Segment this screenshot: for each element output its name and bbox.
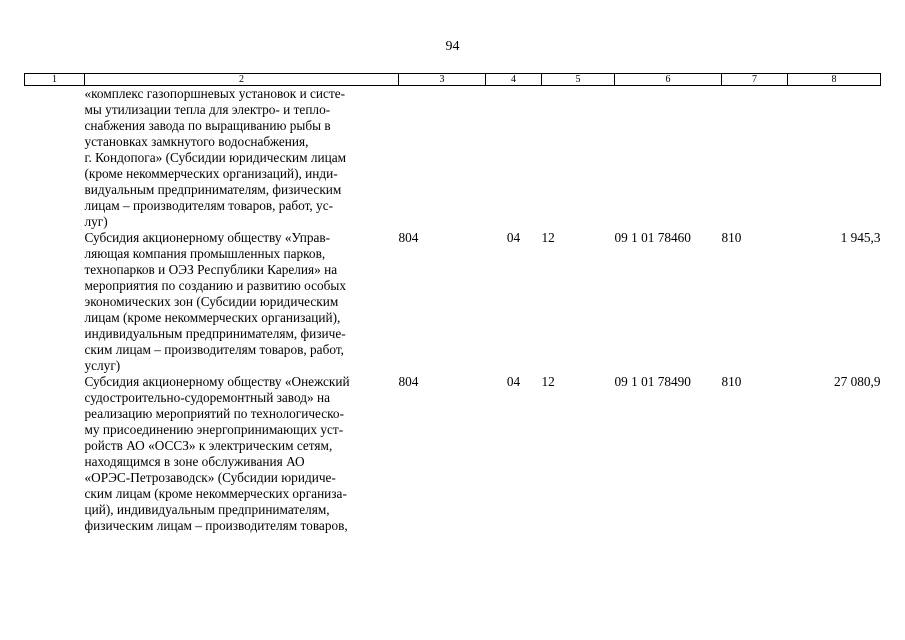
row-description — [85, 230, 399, 374]
description-line: лицам – производителям товаров, работ, ус- — [84, 198, 334, 213]
description-line: г. Кондопога» (Субсидии юридическим лицам — [84, 150, 347, 165]
subsection-code: 12 — [541, 374, 555, 389]
target-article-code — [615, 86, 722, 231]
column-header: 6 — [615, 74, 722, 86]
column-header: 4 — [486, 74, 542, 86]
row-description — [85, 374, 399, 534]
description-line: снабжения завода по выращиванию рыбы в — [84, 118, 331, 133]
target-article-code: 09 1 01 78490 — [614, 374, 691, 389]
page-number: 94 — [445, 39, 460, 54]
ministry-code — [399, 86, 486, 231]
description-line: луг) — [84, 214, 108, 229]
ministry-code: 804 — [398, 230, 419, 245]
description-line: лицам (кроме некоммерческих организаций), — [84, 310, 341, 325]
description-line: «ОРЭС-Петрозаводск» (Субсидии юридиче- — [84, 470, 336, 485]
expense-type-code: 810 — [721, 374, 742, 389]
description-line: му присоединению энергопринимающих уст- — [84, 422, 344, 437]
section-code: 04 — [506, 230, 521, 245]
column-header: 5 — [542, 74, 615, 86]
expense-type-code: 810 — [721, 230, 742, 245]
section-code — [486, 86, 542, 231]
description-line: реализацию мероприятий по технологическо- — [84, 406, 345, 421]
column-header: 7 — [722, 74, 788, 86]
amount: 27 080,9 — [833, 374, 881, 389]
amount: 1 945,3 — [840, 230, 881, 245]
description-line: экономических зон (Субсидии юридическим — [84, 294, 339, 309]
description-line: ций), индивидуальным предпринимателям, — [84, 502, 330, 517]
description-line: видуальным предпринимателям, физическим — [84, 182, 342, 197]
column-header: 1 — [25, 74, 85, 86]
budget-table — [24, 73, 881, 534]
description-line: ройств АО «ОССЗ» к электрическим сетям, — [84, 438, 333, 453]
description-line: физическим лицам – производителям товаров, — [84, 518, 348, 533]
amount — [788, 86, 881, 231]
description-line: установках замкнутого водоснабжения, — [84, 134, 309, 149]
description-line: услуг) — [84, 358, 121, 373]
subsection-code: 12 — [541, 230, 555, 245]
table-row — [25, 374, 881, 534]
row-number-cell — [25, 230, 85, 374]
description-line: ляющая компания промышленных парков, — [84, 246, 326, 261]
description-line: технопарков и ОЭЗ Республики Карелия» на — [84, 262, 338, 277]
expense-type-code — [722, 86, 788, 231]
description-line: находящимся в зоне обслуживания АО — [84, 454, 305, 469]
description-line: индивидуальным предпринимателям, физиче- — [84, 326, 346, 341]
column-header: 2 — [85, 74, 399, 86]
ministry-code: 804 — [398, 374, 419, 389]
description-line: Субсидия акционерному обществу «Онежский — [84, 374, 350, 389]
table-row — [25, 230, 881, 374]
description-line: судостроительно-судоремонтный завод» на — [84, 390, 331, 405]
description-line: мероприятия по созданию и развитию особых — [84, 278, 346, 293]
row-number-cell — [25, 86, 85, 231]
column-header: 8 — [788, 74, 881, 86]
row-number-cell — [25, 374, 85, 534]
section-code: 04 — [506, 374, 521, 389]
column-header: 3 — [399, 74, 486, 86]
description-line: ским лицам – производителям товаров, работ, — [84, 342, 344, 357]
description-line: «комплекс газопоршневых установок и систе- — [84, 86, 346, 101]
row-description — [85, 86, 399, 231]
description-line: мы утилизации тепла для электро- и тепло- — [84, 102, 331, 117]
table-row — [25, 86, 881, 231]
target-article-code: 09 1 01 78460 — [614, 230, 691, 245]
subsection-code — [542, 86, 615, 231]
description-line: Субсидия акционерному обществу «Управ- — [84, 230, 331, 245]
description-line: ским лицам (кроме некоммерческих организа- — [84, 486, 347, 501]
column-number-row — [25, 74, 881, 86]
description-line: (кроме некоммерческих организаций), инди- — [84, 166, 338, 181]
